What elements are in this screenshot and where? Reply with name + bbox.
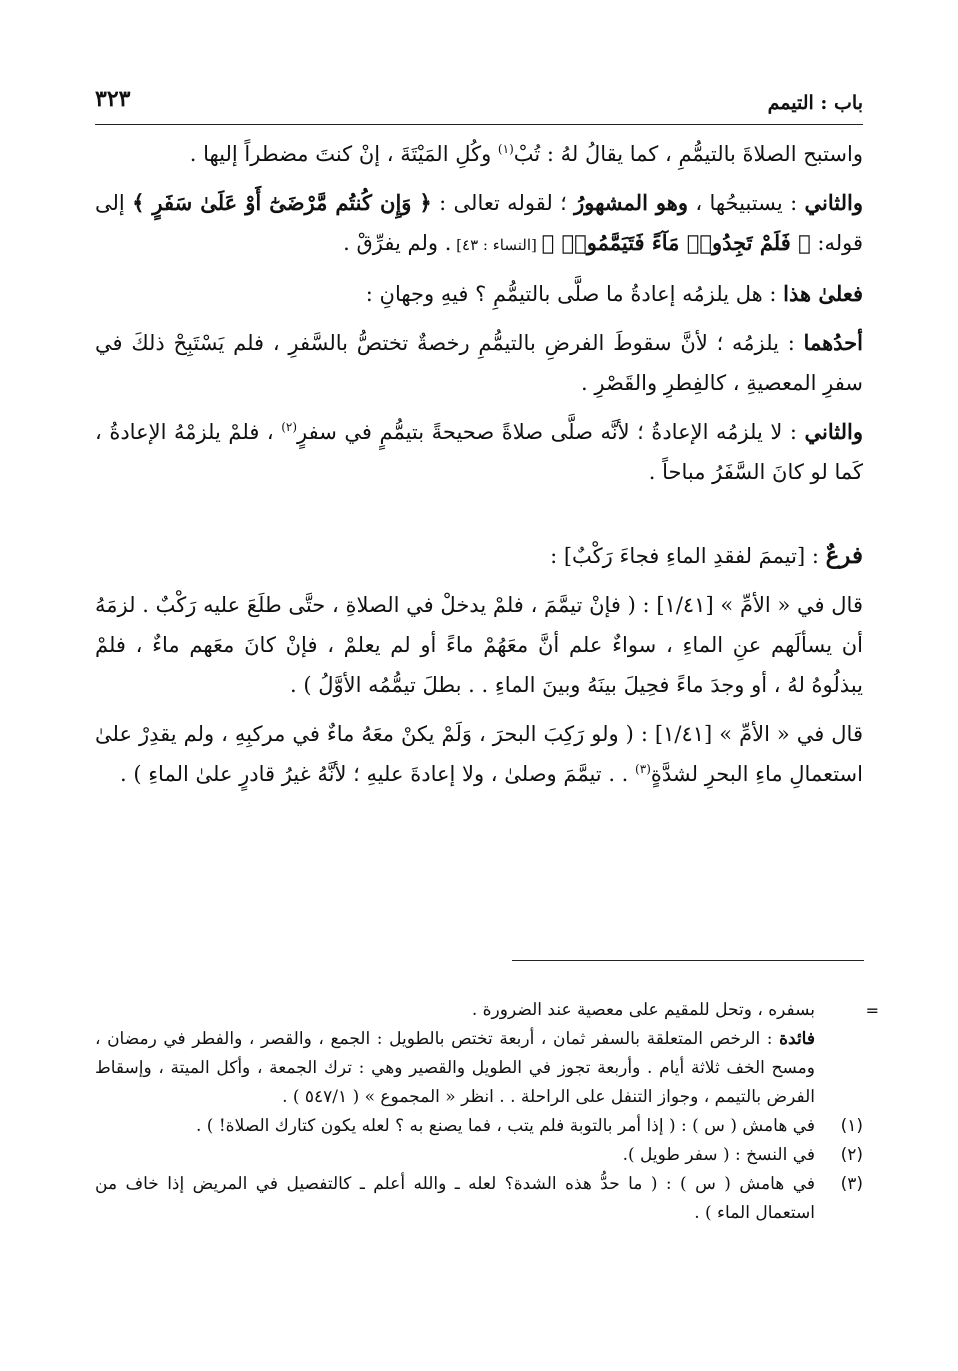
footnote-1	[95, 1112, 863, 1141]
chapter-title: باب : التيمم	[767, 92, 863, 114]
footnote-continuation	[95, 996, 879, 1112]
footnotes	[95, 996, 879, 1228]
paragraph-1	[95, 134, 863, 174]
paragraph-text: واستبح الصلاةَ بالتيمُّمِ ، كما يقالُ لهُ : تُبْ	[513, 142, 863, 166]
continuation-line: بسفره ، وتحل للمقيم على معصية عند الضرورة .	[471, 1000, 815, 1020]
paragraph-label: أحدُهما	[803, 330, 863, 355]
paragraph-5	[95, 412, 863, 492]
main-text	[95, 134, 863, 803]
note-text: : الرخص المتعلقة بالسفر ثمان ، أربعة تختص بالطويل : الجمع ، والقصر ، والفطر في رمضان ، ومسح الخف ثلاثة أيام . وأربعة تجوز في الطويل والقصير وهي : ترك الجمعة ، وأكل الميتة ، وإسقاط الفرض بالتيمم ، وجواز التنفل على الراحلة . . انظر « المجموع » ( ٥٤٧/١ ) .	[95, 1029, 816, 1107]
paragraph-label: والثاني	[804, 419, 863, 444]
section-title: : [تيممَ لفقدِ الماءِ فجاءَ رَكْبٌ] :	[550, 544, 826, 568]
footnote-number: (٣)	[840, 1174, 863, 1194]
paragraph-text: : هل يلزمُه إعادةُ ما صلَّى بالتيمُّمِ ؟ فيهِ وجهانِ :	[365, 282, 784, 306]
header-rule	[95, 124, 863, 125]
footnote-number: (١)	[840, 1116, 863, 1136]
paragraph-text: : لا يلزمُه الإعادةُ ؛ لأنَّه صلَّى صلاةً صحيحةً بتيمُّمٍ في سفرٍ	[297, 420, 805, 444]
paragraph-text: قال في « الأمِّ » [١/٤١] : ( ولو رَكِبَ البحرَ ، وَلَمْ يكنْ معَهُ ماءٌ في مركبِهِ ، ولم يقدِرْ علىٰ استعمالِ ماءِ البحرِ لشدَّةٍ	[95, 722, 863, 786]
paragraph-text: : يلزمُه ؛ لأنَّ سقوطَ الفرضِ بالتيمُّمِ رخصةٌ تختصُّ بالسَّفرِ ، فلم يَسْتَبِحْ ذلكَ في سفرِ المعصيةِ ، كالفِطرِ والقَصْرِ .	[95, 331, 863, 395]
footnote-2	[95, 1141, 863, 1170]
running-head	[95, 86, 863, 120]
footnote-text: في هامش ( س ) : ( ما حدُّ هذه الشدة؟ لعله ـ والله أعلم ـ كالتفصيل في المريض إذا خاف من استعمال الماء ) .	[95, 1174, 815, 1223]
paragraph-text: : يستبيحُها ،	[687, 191, 805, 215]
paragraph-text: ، فلمْ يلزمْهُ الإعادةُ ، كَما لو كانَ السَّفَرُ مباحاً .	[95, 420, 863, 484]
paragraph-text: ؛ لقوله تعالى :	[431, 191, 575, 215]
footnote-3	[95, 1170, 863, 1228]
footnote-ref-2: (٢)	[281, 420, 298, 434]
footnote-ref-3: (٣)	[635, 762, 651, 776]
paragraph-2	[95, 183, 863, 265]
paragraph-label: فعلىٰ هذا	[783, 281, 863, 306]
paragraph-text: قال في « الأمِّ » [١/٤١] : ( فإنْ تيمَّمَ ، فلمْ يدخلْ في الصلاةِ ، حتَّى طلَعَ عليه رَكْبٌ . لزمَهُ أن يسألَهم عنِ الماءِ ، سواءٌ علم أنَّ معَهُمْ ماءً أو لم يعلمْ ، فإنْ كانَ معَهم ماءٌ ، فلمْ يبذلُوهُ لهُ ، أو وجدَ ماءً فحِيلَ بينَهُ وبينَ الماءِ . . بطلَ تيمُّمُه الأوَّلُ ) .	[95, 593, 863, 697]
footnote-separator	[512, 960, 864, 961]
quran-verse-2: ﴿ فَلَمْ تَجِدُوا۟ مَآءً فَتَيَمَّمُوا۟ ﴾	[541, 230, 811, 255]
paragraph-text: . . تيمَّمَ وصلىٰ ، ولا إعادةَ عليهِ ؛ لأنَّهُ غيرُ قادرٍ علىٰ الماءِ ) .	[119, 762, 636, 786]
paragraph-label: والثاني	[804, 190, 863, 215]
paragraph-text: وكُلِ المَيْتَةَ ، إنْ كنتَ مضطراً إليها .	[189, 142, 498, 166]
footnote-ref-1: (١)	[497, 142, 514, 156]
paragraph-6	[95, 585, 863, 705]
paragraph-4	[95, 323, 863, 403]
page-number: ٣٢٣	[95, 86, 131, 112]
continuation-mark: =	[865, 1001, 879, 1020]
quran-verse-1: ﴿ وَإِن كُنتُم مَّرْضَىٰٓ أَوْ عَلَىٰ سَفَرٍ ﴾	[132, 190, 432, 215]
emphasis-text: وهو المشهورُ	[574, 190, 688, 215]
section-heading	[95, 536, 863, 576]
paragraph-3	[95, 274, 863, 314]
footnote-number: (٢)	[840, 1145, 863, 1165]
paragraph-7	[95, 714, 863, 794]
footnote-text: في النسخ : ( سفر طويل ).	[622, 1145, 815, 1165]
verse-reference: [النساء : ٤٣]	[451, 236, 542, 254]
footnote-text: في هامش ( س ) : ( إذا أمر بالتوبة فلم يتب ، فما يصنع به ؟ لعله يكون كتارك الصلاة! ) .	[195, 1116, 815, 1136]
note-label: فائدة	[779, 1029, 815, 1049]
paragraph-text: إلى قوله:	[95, 191, 863, 255]
section-label: فرعٌ	[825, 542, 863, 569]
paragraph-text: . ولم يفرِّقْ .	[343, 231, 452, 255]
